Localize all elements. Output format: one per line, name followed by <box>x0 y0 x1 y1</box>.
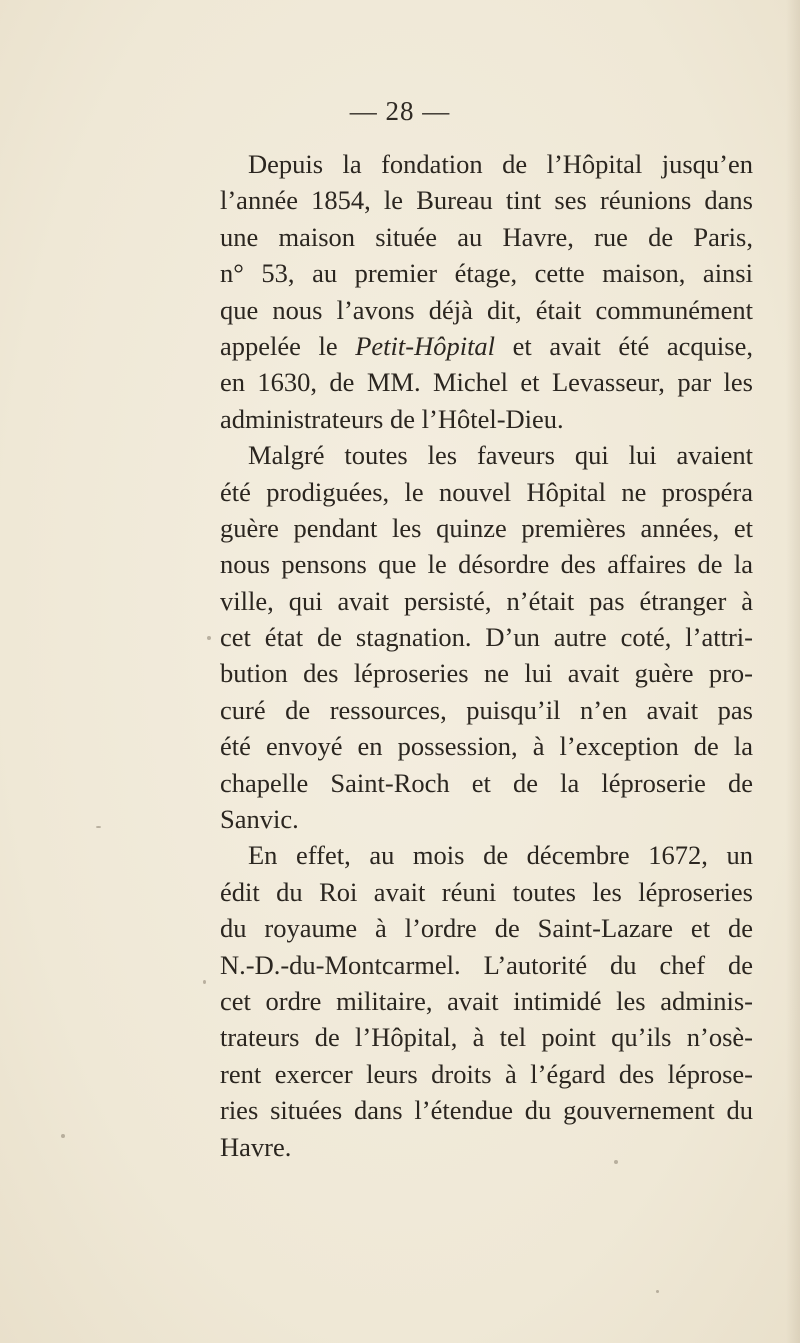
paper-speck <box>656 1290 659 1293</box>
text-line: bution des léproseries ne lui avait guère pro- <box>220 658 753 689</box>
italic-term: Petit-Hôpital <box>355 330 496 361</box>
text-line: Havre. <box>220 1131 292 1162</box>
text-line: Sanvic. <box>220 804 299 835</box>
text-line: nous pensons que le désordre des affaires de la <box>220 549 753 580</box>
text-line: rent exercer leurs droits à l’égard des léprose- <box>220 1058 753 1089</box>
text-line: n° 53, au premier étage, cette maison, ainsi <box>220 258 753 289</box>
paragraph-3 <box>220 837 753 1165</box>
text-line: administrateurs de l’Hôtel-Dieu. <box>220 403 564 434</box>
paper-speck <box>61 1134 65 1138</box>
text-line: Malgré toutes les faveurs qui lui avaient <box>248 440 753 471</box>
text-line: été prodiguées, le nouvel Hôpital ne prospéra <box>220 476 753 507</box>
paragraph-1 <box>220 146 753 437</box>
paper-speck <box>203 980 206 984</box>
paper-speck <box>207 636 211 640</box>
text-line: du royaume à l’ordre de Saint-Lazare et de <box>220 913 753 944</box>
body-text <box>220 146 753 1165</box>
text-line: cet état de stagnation. D’un autre coté, l’attri- <box>220 622 753 653</box>
text-run: et avait été acquise, <box>495 330 753 361</box>
page-number: — 28 — <box>349 96 451 126</box>
text-line: ville, qui avait persisté, n’était pas étranger à <box>220 585 753 616</box>
text-line: trateurs de l’Hôpital, à tel point qu’ils n’osè- <box>220 1022 753 1053</box>
text-line: une maison située au Havre, rue de Paris, <box>220 221 753 252</box>
text-line: en 1630, de MM. Michel et Levasseur, par les <box>220 367 753 398</box>
paper-speck <box>96 826 101 828</box>
text-line: Depuis la fondation de l’Hôpital jusqu’en <box>248 149 753 179</box>
text-run: appelée le <box>220 330 356 361</box>
text-line: que nous l’avons déjà dit, était communément <box>220 294 753 325</box>
paper-speck <box>614 1160 618 1164</box>
text-line: curé de ressources, puisqu’il n’en avait pas <box>220 694 753 725</box>
text-line: N.-D.-du-Montcarmel. L’autorité du chef de <box>220 949 753 980</box>
text-line-with-italic <box>220 328 753 364</box>
text-line: ries situées dans l’étendue du gouvernement du <box>220 1095 753 1126</box>
paragraph-2 <box>220 437 753 837</box>
text-line: chapelle Saint-Roch et de la léproserie de <box>220 767 753 798</box>
text-line: guère pendant les quinze premières années, et <box>220 512 753 543</box>
text-line: édit du Roi avait réuni toutes les léproseries <box>220 876 753 907</box>
text-line: l’année 1854, le Bureau tint ses réunions dans <box>220 185 753 216</box>
text-line: En effet, au mois de décembre 1672, un <box>248 840 753 871</box>
text-line: cet ordre militaire, avait intimidé les adminis- <box>220 985 753 1016</box>
page-edge-shadow <box>786 0 800 1343</box>
text-line: été envoyé en possession, à l’exception de la <box>220 731 753 762</box>
